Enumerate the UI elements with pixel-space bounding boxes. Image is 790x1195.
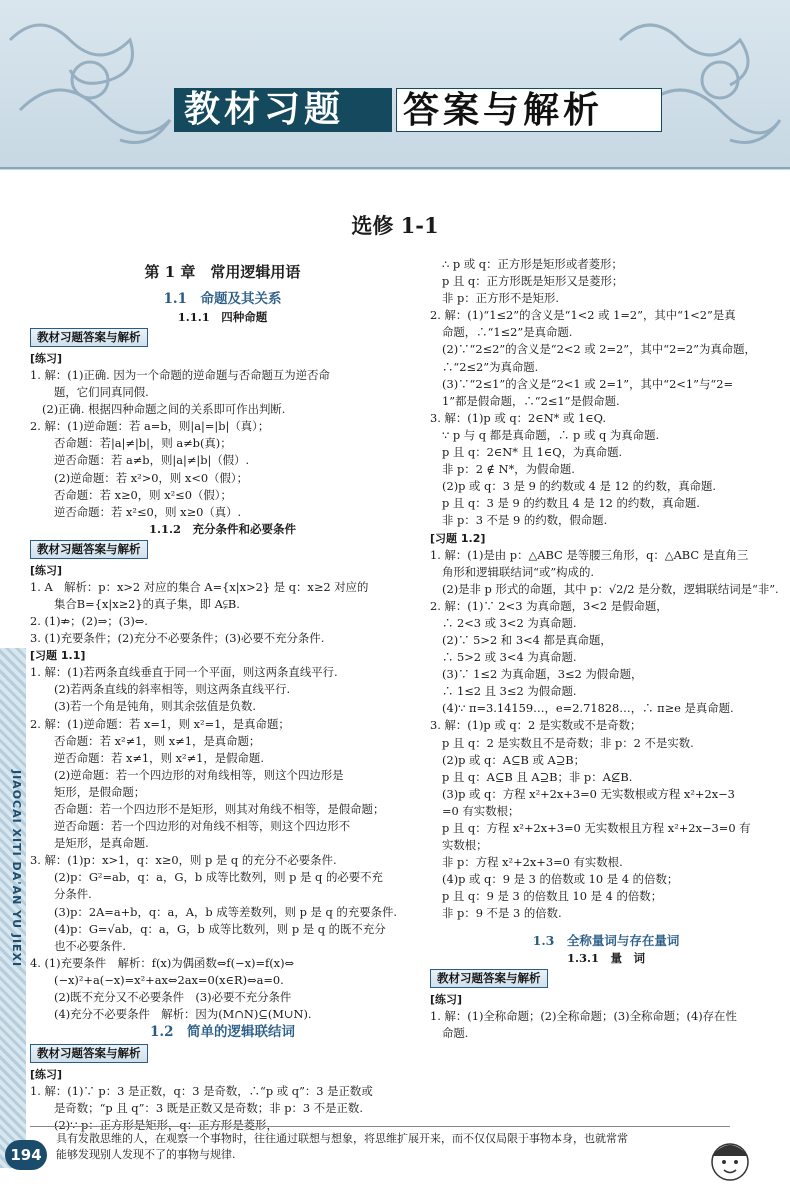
text-line: 是矩形，是真命题. bbox=[54, 836, 149, 851]
text-line: 1. 解：(1)全称命题；(2)全称命题；(3)全称命题；(4)存在性 bbox=[430, 1008, 737, 1023]
banner-title-part1: 教材习题 bbox=[174, 88, 392, 132]
text-line: 逆否命题：若 x²≤0，则 x≥0（真）. bbox=[54, 504, 242, 519]
text-line: =0 有实数根； bbox=[442, 803, 520, 818]
text-line: (3)p：2A=a+b，q：a，A，b 成等差数列，则 p 是 q 的充要条件. bbox=[54, 904, 398, 919]
text-line: 逆否命题：若 x≠1，则 x²≠1，是假命题. bbox=[54, 750, 264, 765]
text-line: 实数根； bbox=[442, 838, 488, 853]
text-line: 也不必要条件. bbox=[54, 938, 126, 953]
text-line: ∴ 1≤2 且 3≤2 为假命题. bbox=[442, 684, 577, 699]
left-column bbox=[30, 256, 415, 1134]
text-line: (2)是非 p 形式的命题，其中 p：√2/2 是分数，逻辑联结词是“非”. bbox=[442, 581, 779, 596]
text-line: ∴ 5>2 或 3<4 为真命题. bbox=[442, 650, 577, 665]
text-line: (−x)²+a(−x)=x²+ax⇔2ax=0(x∈R)⇔a=0. bbox=[54, 972, 284, 987]
text-line: 1. 解：(1)∵ p：3 是正数，q：3 是奇数，∴“p 或 q”：3 是正数或 bbox=[30, 1084, 373, 1099]
answer-badge: 教材习题答案与解析 bbox=[30, 540, 148, 559]
exercise-tag: [练习] bbox=[30, 1068, 63, 1082]
text-line: (4)p 或 q：9 是 3 的倍数或 10 是 4 的倍数； bbox=[442, 872, 679, 887]
footer-quote bbox=[56, 1131, 736, 1163]
cloud-ornament-icon bbox=[0, 0, 790, 170]
banner-title-part2: 答案与解析 bbox=[396, 88, 662, 132]
footer-line: 能够发现别人发现不了的事物与规律. bbox=[56, 1148, 236, 1161]
section-heading: 1.1 命题及其关系 bbox=[163, 291, 282, 307]
text-line: 3. 解：(1)p 或 q：2∈N* 或 1∈Q. bbox=[430, 410, 607, 425]
text-line: 2. 解：(1)“1≤2”的含义是“1<2 或 1=2”，其中“1<2”是真 bbox=[430, 308, 736, 323]
text-line: 1”都是假命题，∴“2≤1”是假命题. bbox=[442, 393, 620, 408]
text-line: 4. (1)充要条件 解析：f(x)为偶函数⇔f(−x)=f(x)⇔ bbox=[30, 955, 295, 970]
text-line: 非 p：9 不是 3 的倍数. bbox=[442, 906, 562, 921]
text-line: (2)若两条直线的斜率相等，则这两条直线平行. bbox=[54, 682, 291, 697]
text-line: 2. 解：(1)∵ 2<3 为真命题，3<2 是假命题， bbox=[430, 598, 668, 613]
text-line: (3)∵“2≤1”的含义是“2<1 或 2=1”，其中“2<1”与“2= bbox=[442, 376, 733, 391]
text-line: (3)p 或 q：方程 x²+2x+3=0 无实数根或方程 x²+2x−3 bbox=[442, 786, 735, 801]
text-line: ∴ 2<3 或 3<2 为真命题. bbox=[442, 615, 577, 630]
text-line: 非 p：3 不是 9 的约数，假命题. bbox=[442, 513, 608, 528]
subsection-heading: 1.3.1 量 词 bbox=[566, 950, 645, 965]
text-line: 2. 解：(1)逆命题：若 a=b，则|a|=|b|（真）； bbox=[30, 419, 270, 434]
text-line: 否命题：若 x²≠1，则 x≠1，是真命题； bbox=[54, 733, 261, 748]
exercise-tag: [练习] bbox=[30, 563, 63, 577]
text-line: 矩形，是假命题； bbox=[54, 784, 146, 799]
page-title: 选修 1-1 bbox=[351, 213, 439, 238]
text-line: (2)逆命题：若一个四边形的对角线相等，则这个四边形是 bbox=[54, 767, 344, 782]
text-line: p 且 q：A⊆B 且 A⊇B；非 p：A⊈B. bbox=[442, 769, 633, 784]
text-line: 逆否命题：若一个四边形的对角线不相等，则这个四边形不 bbox=[54, 819, 351, 834]
text-line: 2. 解：(1)逆命题：若 x=1，则 x²=1，是真命题； bbox=[30, 716, 290, 731]
text-line: (4)∵ π=3.14159…，e=2.71828…，∴ π≥e 是真命题. bbox=[442, 701, 734, 716]
text-line: (2)p 或 q：3 是 9 的约数或 4 是 12 的约数，真命题. bbox=[442, 479, 717, 494]
exercise-tag: [练习] bbox=[430, 992, 463, 1006]
text-line: 3. 解：(1)p 或 q：2 是实数或不是奇数； bbox=[430, 718, 642, 733]
text-line: 分条件. bbox=[54, 887, 92, 902]
text-line: 题，它们同真同假. bbox=[54, 385, 149, 400]
text-line: (3)∵ 1≤2 为真命题，3≤2 为假命题， bbox=[442, 667, 643, 682]
text-line: 命题，∴“1≤2”是真命题. bbox=[442, 325, 573, 340]
answer-badge: 教材习题答案与解析 bbox=[430, 969, 548, 988]
exercise-tag: [习题 1.1] bbox=[30, 649, 86, 663]
answer-badge: 教材习题答案与解析 bbox=[30, 328, 148, 347]
text-line: (2)∵“2≤2”的含义是“2<2 或 2=2”，其中“2=2”为真命题， bbox=[442, 342, 756, 357]
answer-badge: 教材习题答案与解析 bbox=[30, 1044, 148, 1063]
text-line: ∴ p 或 q：正方形是矩形或者菱形； bbox=[442, 257, 623, 271]
text-line: (3)若一个角是钝角，则其余弦值是负数. bbox=[54, 699, 257, 714]
text-line: ∵ p 与 q 都是真命题，∴ p 或 q 为真命题. bbox=[442, 427, 660, 442]
text-line: (2)p：G²=ab，q：a，G，b 成等比数列，则 p 是 q 的必要不充 bbox=[54, 870, 383, 885]
text-line: (4)p：G=√ab，q：a，G，b 成等比数列，则 p 是 q 的既不充分 bbox=[54, 921, 386, 936]
text-line: 否命题：若 x≥0，则 x²≤0（假）； bbox=[54, 487, 232, 502]
text-line: 1. 解：(1)若两条直线垂直于同一个平面，则这两条直线平行. bbox=[30, 665, 338, 680]
text-line: 1. 解：(1)正确. 因为一个命题的逆命题与否命题互为逆否命 bbox=[30, 368, 330, 382]
exercise-tag: [练习] bbox=[30, 352, 63, 365]
text-line: 集合B={x|x≥2}的真子集，即 A⫋B. bbox=[54, 596, 240, 611]
text-line: 3. 解：(1)p：x>1，q：x≥0，则 p 是 q 的充分不必要条件. bbox=[30, 853, 337, 868]
header-banner bbox=[0, 0, 790, 170]
text-line: (2)既不充分又不必要条件 (3)必要不充分条件 bbox=[54, 990, 292, 1004]
text-line: 2. (1)⇏；(2)⇒；(3)⇔. bbox=[30, 614, 148, 629]
text-line: p 且 q：2∈N* 且 1∈Q，为真命题. bbox=[442, 445, 623, 460]
text-line: (4)充分不必要条件 解析：因为(M∩N)⊆(M∪N). bbox=[54, 1007, 312, 1022]
subsection-heading: 1.1.1 四种命题 bbox=[177, 310, 268, 324]
text-line: (2)逆命题：若 x²>0，则 x<0（假）； bbox=[54, 470, 248, 485]
cartoon-boy-icon bbox=[700, 1130, 760, 1190]
text-line: 否命题：若|a|≠|b|，则 a≠b(真)； bbox=[54, 436, 232, 451]
text-line: p 且 q：方程 x²+2x+3=0 无实数根且方程 x²+2x−3=0 有 bbox=[442, 821, 751, 835]
section-heading: 1.2 简单的逻辑联结词 bbox=[150, 1024, 295, 1041]
exercise-tag: [习题 1.2] bbox=[430, 531, 486, 545]
chapter-heading: 第 1 章 常用逻辑用语 bbox=[144, 263, 301, 281]
text-line: p 且 q：9 是 3 的倍数且 10 是 4 的倍数； bbox=[442, 889, 663, 904]
text-line: (2)正确. 根据四种命题之间的关系即可作出判断. bbox=[42, 402, 286, 417]
text-line: 1. 解：(1)是由 p：△ABC 是等腰三角形，q：△ABC 是直角三 bbox=[430, 547, 749, 562]
footer-divider bbox=[30, 1126, 730, 1127]
footer-line: 具有发散思维的人，在观察一个事物时，往往通过联想与想象，将思维扩展开来，而不仅仅局限于事物本身，也就常常 bbox=[56, 1132, 628, 1145]
text-line: p 且 q：2 是实数且不是奇数；非 p：2 不是实数. bbox=[442, 735, 694, 750]
text-line: (2)∵ 5>2 和 3<4 都是真命题， bbox=[442, 632, 612, 647]
subsection-heading: 1.1.2 充分条件和必要条件 bbox=[148, 521, 296, 536]
text-line: p 且 q：正方形既是矩形又是菱形； bbox=[442, 274, 624, 289]
text-line: 命题. bbox=[442, 1025, 469, 1040]
text-line: 角形和逻辑联结词“或”构成的. bbox=[442, 564, 594, 579]
text-line: ∴“2≤2”为真命题. bbox=[442, 359, 539, 374]
text-line: (2)p 或 q：A⊆B 或 A⊇B； bbox=[442, 752, 586, 767]
text-line: 3. (1)充要条件；(2)充分不必要条件；(3)必要不充分条件. bbox=[30, 631, 325, 646]
text-line: 否命题：若一个四边形不是矩形，则其对角线不相等，是假命题； bbox=[54, 801, 385, 816]
side-text: JIAOCAI XITI DA'AN YU JIEXI bbox=[10, 770, 23, 968]
text-line: 逆否命题：若 a≠b，则|a|≠|b|（假）. bbox=[54, 453, 250, 468]
text-line: 是奇数；“p 且 q”：3 既是正数又是奇数；非 p：3 不是正数. bbox=[54, 1101, 363, 1116]
text-line: (2)∵ p：正方形是矩形，q：正方形是菱形， bbox=[54, 1118, 278, 1133]
text-line: 1. A 解析：p：x>2 对应的集合 A={x|x>2} 是 q：x≥2 对应的 bbox=[30, 579, 369, 594]
banner-title bbox=[174, 88, 662, 132]
section-heading: 1.3 全称量词与存在量词 bbox=[532, 932, 680, 948]
right-column bbox=[430, 256, 782, 1042]
text-line: 非 p：正方形不是矩形. bbox=[442, 291, 560, 306]
text-line: 非 p：方程 x²+2x+3=0 有实数根. bbox=[442, 855, 623, 870]
page-number: 194 bbox=[5, 1140, 47, 1170]
text-line: p 且 q：3 是 9 的约数且 4 是 12 的约数，真命题. bbox=[442, 496, 700, 511]
text-line: 非 p：2 ∉ N*，为假命题. bbox=[442, 462, 575, 477]
